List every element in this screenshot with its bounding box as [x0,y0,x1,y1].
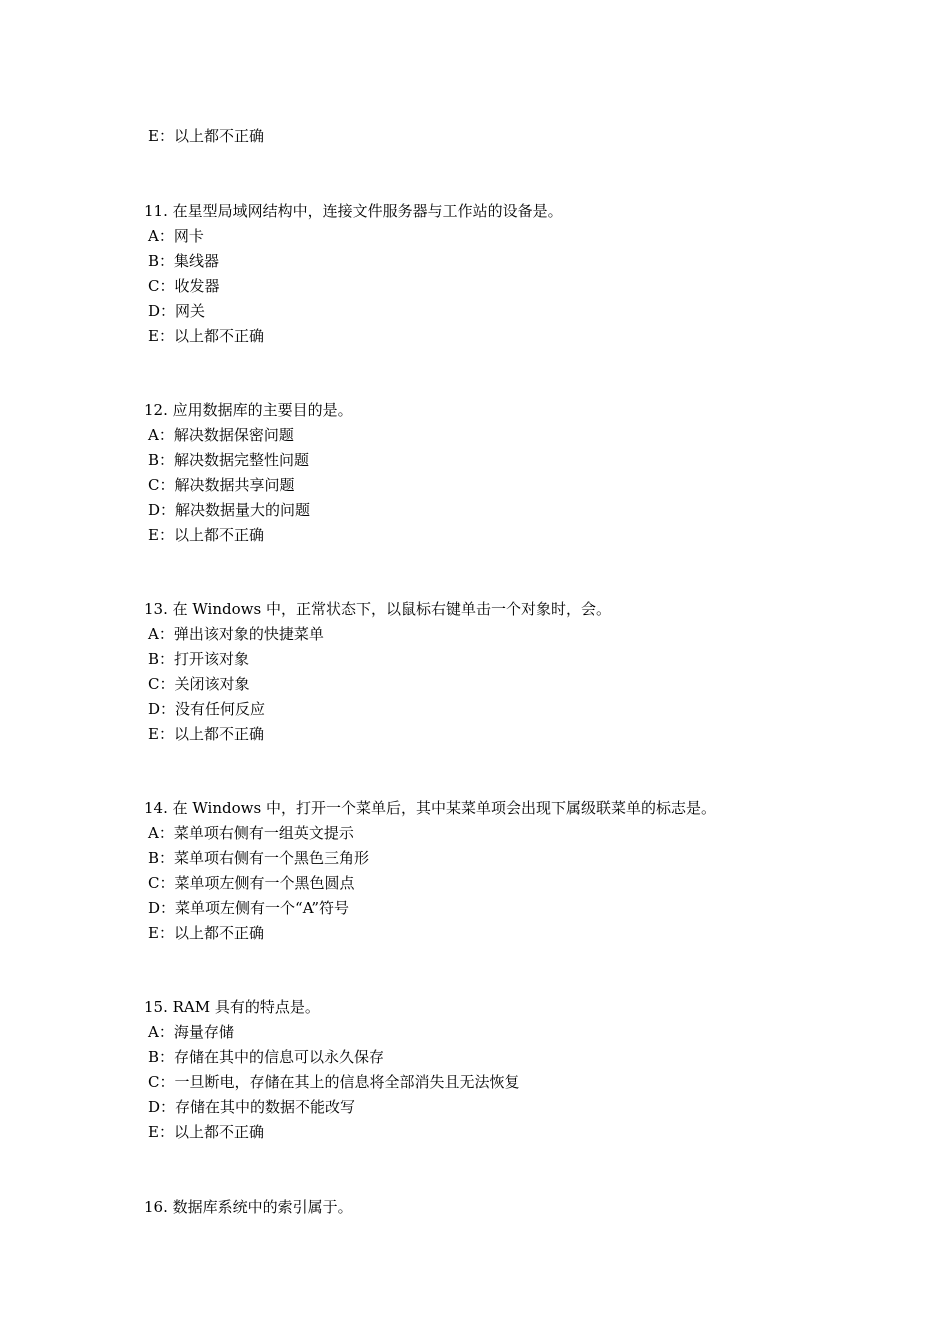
option-letter: E： [148,327,174,345]
option-letter: B： [148,451,175,469]
option-letter: B： [148,252,175,270]
option-text: 没有任何反应 [175,700,266,718]
option-text: 关闭该对象 [174,675,250,693]
question-15-option-e [148,1120,264,1145]
option-letter: A： [148,1023,174,1041]
question-12-option-c [148,473,295,498]
option-text: 以上都不正确 [173,327,264,345]
question-15-option-b [148,1045,384,1070]
option-letter: D： [148,302,176,320]
option-letter: C： [148,675,175,693]
option-text: 解决数据共享问题 [174,476,295,494]
option-text: 以上都不正确 [173,725,264,743]
question-11-option-e [148,324,264,349]
option-text: 菜单项右侧有一个黑色三角形 [174,849,370,867]
question-11-option-c [148,274,220,299]
question-15-option-d [148,1095,355,1120]
option-letter: E： [148,725,174,743]
question-11-option-d [148,299,205,324]
option-text: 解决数据量大的问题 [175,501,311,519]
option-letter: A： [148,227,174,245]
option-text: 网关 [175,302,206,320]
option-letter: B： [148,1048,175,1066]
option-letter: D： [148,899,176,917]
option-letter: B： [148,650,175,668]
question-14-option-b [148,846,369,871]
option-letter: B： [148,849,175,867]
question-13-option-b [148,647,249,672]
question-15-option-c [148,1070,520,1095]
option-letter: A： [148,625,174,643]
question-13-option-a [148,622,324,647]
option-text: 以上都不正确 [173,924,264,942]
question-14-option-e [148,921,264,946]
question-12-option-b [148,448,309,473]
option-letter: C： [148,874,175,892]
option-letter: D： [148,501,176,519]
option-letter: C： [148,476,175,494]
option-text: 弹出该对象的快捷菜单 [173,625,324,643]
option-letter: A： [148,824,174,842]
option-letter: C： [148,277,175,295]
question-16-stem: 16. 数据库系统中的索引属于。 [144,1198,353,1216]
option-text: 存储在其中的数据不能改写 [175,1098,356,1116]
question-14-option-d [148,896,349,921]
option-text: 海量存储 [173,1023,234,1041]
question-15-option-a [148,1020,234,1045]
option-letter: E： [148,526,174,544]
option-text: 集线器 [174,252,220,270]
question-12-stem: 12. 应用数据库的主要目的是。 [144,401,353,419]
option-text: 菜单项左侧有一个“A”符号 [175,899,349,917]
question-14-option-c [148,871,355,896]
option-text: 解决数据完整性问题 [174,451,310,469]
option-text: 以上都不正确 [173,1123,264,1141]
option-letter: A： [148,426,174,444]
option-text: 打开该对象 [174,650,250,668]
question-15-stem: 15. RAM 具有的特点是。 [144,998,320,1016]
question-11-option-b [148,249,219,274]
option-letter: D： [148,700,176,718]
question-14-option-a [148,821,354,846]
question-11-option-a [148,224,204,249]
question-12-option-e [148,523,264,548]
question-11-stem: 11. 在星型局域网结构中，连接文件服务器与工作站的设备是。 [144,202,563,220]
option-letter: D： [148,1098,176,1116]
question-13-stem: 13. 在 Windows 中，正常状态下，以鼠标右键单击一个对象时，会。 [144,600,611,618]
option-text: 存储在其中的信息可以永久保存 [174,1048,385,1066]
option-text: 菜单项左侧有一个黑色圆点 [174,874,355,892]
question-13-option-c [148,672,250,697]
question-13-option-d [148,697,265,722]
option-text: 以上都不正确 [173,526,264,544]
option-text: 收发器 [174,277,220,295]
option-text: 网卡 [173,227,204,245]
option-text: 以上都不正确 [173,127,264,145]
option-text: 一旦断电，存储在其上的信息将全部消失且无法恢复 [174,1073,520,1091]
option-e-prev [148,124,264,149]
question-12-option-d [148,498,310,523]
option-letter: E： [148,1123,174,1141]
option-letter: E： [148,127,174,145]
question-12-option-a [148,423,294,448]
option-text: 解决数据保密问题 [173,426,294,444]
option-letter: C： [148,1073,175,1091]
question-13-option-e [148,722,264,747]
question-14-stem: 14. 在 Windows 中，打开一个菜单后，其中某菜单项会出现下属级联菜单的标志是。 [144,799,716,817]
option-letter: E： [148,924,174,942]
option-text: 菜单项右侧有一组英文提示 [173,824,354,842]
